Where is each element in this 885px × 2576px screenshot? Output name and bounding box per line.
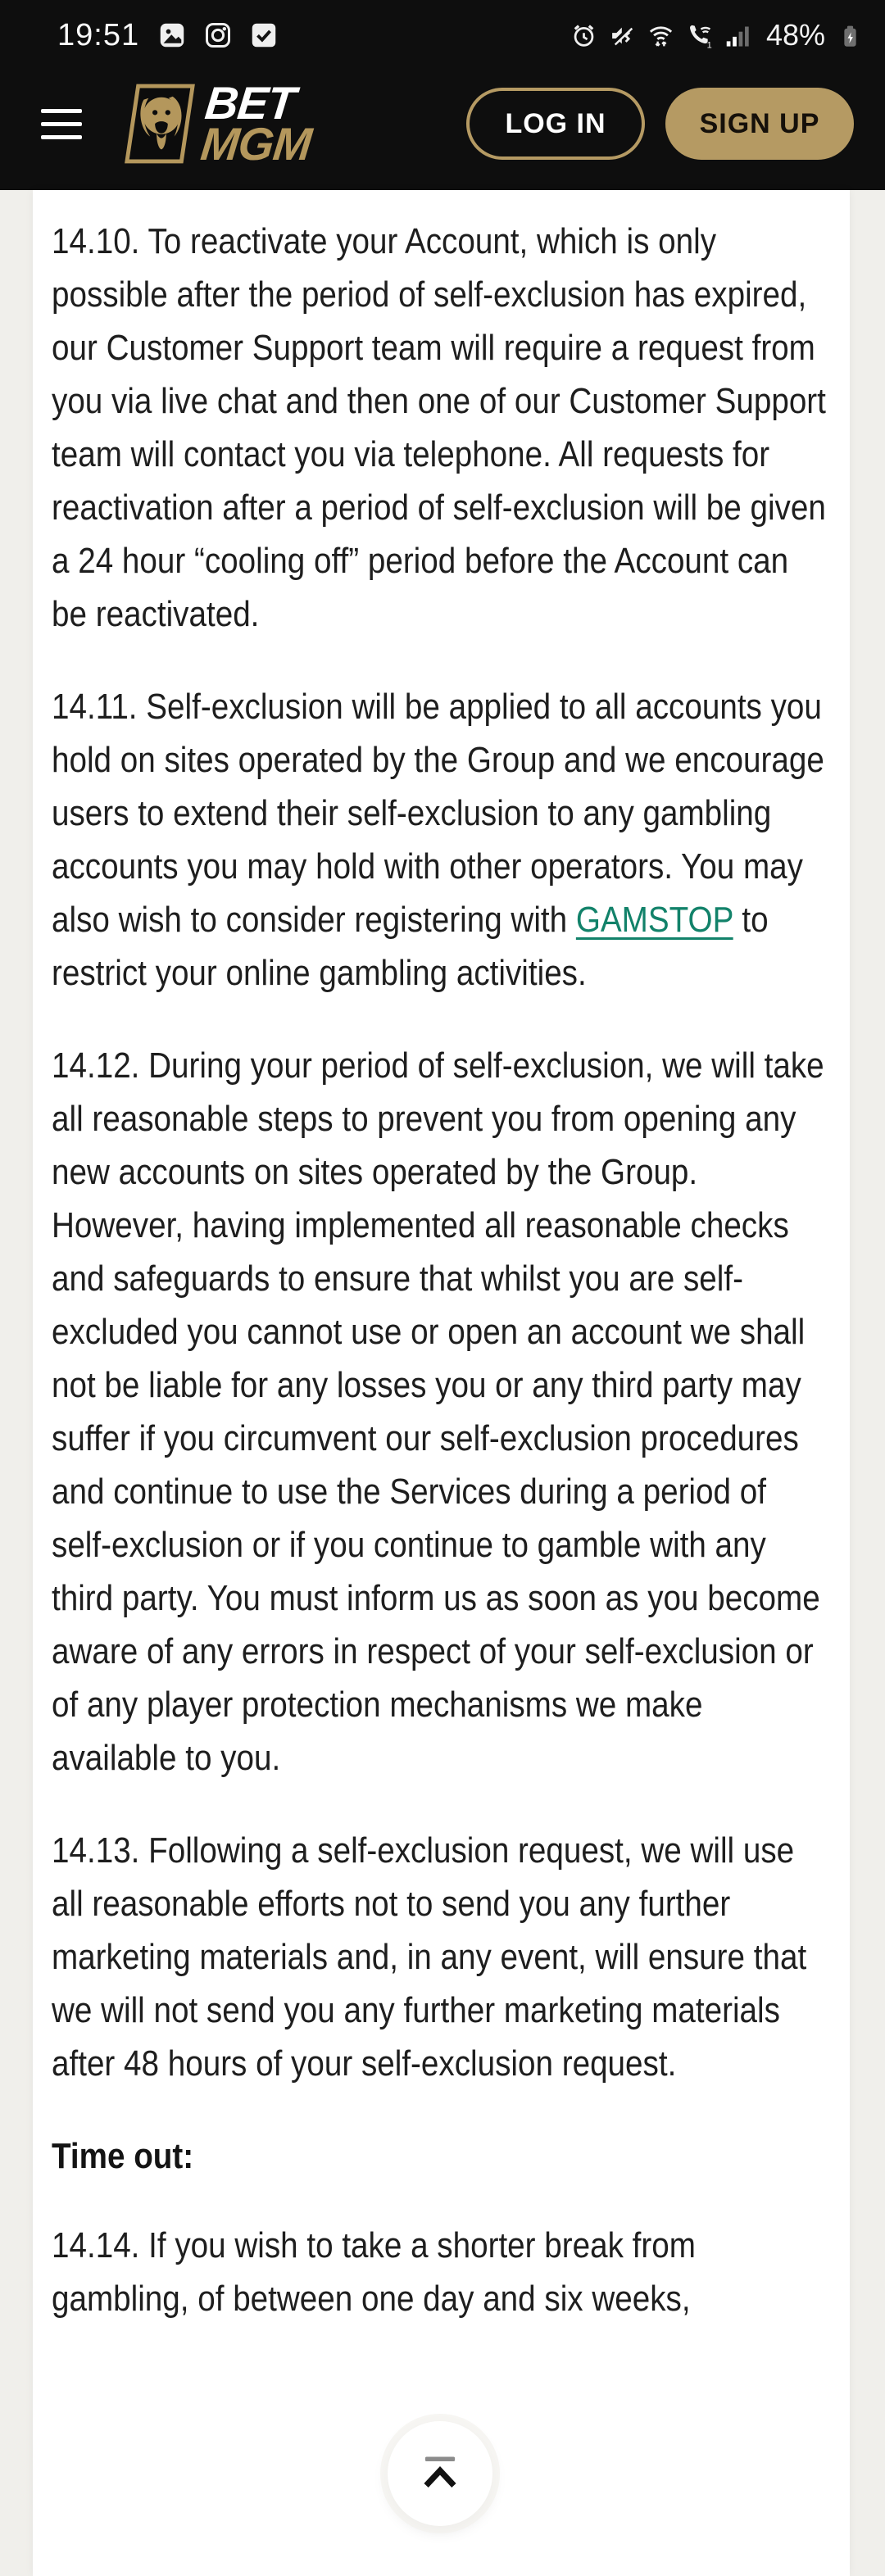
- checkbox-icon: [249, 20, 279, 50]
- sim-index-label: 1: [706, 40, 712, 49]
- wifi-arrows-icon: [647, 22, 674, 49]
- paragraph-14-10: 14.10. To reactivate your Account, which is only possible after the period of self-exclusion has expired, our Customer Support team will require a request from you via live chat and then one of our Customer Support team will contact you via telephone. All requests for reactivation after a period of self-exclusion will be given a 24 hour “cooling off” period before the Account can be reactivated.: [52, 221, 826, 634]
- paragraph-14-11: [52, 680, 828, 1000]
- photos-icon: [157, 20, 187, 50]
- status-bar: [0, 0, 885, 66]
- terms-content-card: [33, 190, 850, 2576]
- paragraph-14-13: 14.13. Following a self-exclusion request, we will use all reasonable efforts not to send you any further marketing materials and, in any event, will ensure that we will not send you any further marketing materials after 48 hours of your self-exclusion request.: [52, 1830, 807, 2084]
- logo-mgm-text: MGM: [198, 118, 314, 170]
- terms-copy: [52, 215, 828, 2325]
- app-header: [0, 66, 885, 190]
- top-black-block: [0, 0, 885, 190]
- paragraph-14-11-text-after: to restrict your online gambling activities.: [52, 900, 769, 993]
- paragraph-14-11-text: 14.11. Self-exclusion will be applied to all accounts you hold on sites operated by the Group and we encourage users to extend their self-exclusion to any gambling accounts you may hold with other operators. You may also wish to consider registering with: [52, 687, 824, 940]
- paragraph-14-14: 14.14. If you wish to take a shorter break from gambling, of between one day and six weeks,: [52, 2225, 696, 2319]
- signup-button[interactable]: SIGN UP: [665, 88, 854, 160]
- timeout-heading: Time out:: [52, 2136, 194, 2176]
- betmgm-wordmark: [198, 77, 317, 170]
- battery-charging-icon: [837, 22, 864, 49]
- paragraph-14-12: 14.12. During your period of self-exclusion, we will take all reasonable steps to prevent you from opening any new accounts on sites operated by the Group. However, having implemented all reasonable checks and safeguards to ensure that whilst you are self-excluded you cannot use or open an account we shall not be liable for any losses you or any third party may suffer if you circumvent our self-exclusion procedures and continue to use the Services during a period of self-exclusion or if you continue to gamble with any third party. You must inform us as soon as you become aware of any errors in respect of your self-exclusion or of any player protection mechanisms we make available to you.: [52, 1045, 824, 1778]
- chevron-up-icon: [416, 2450, 464, 2497]
- wifi-calling-icon: [686, 22, 713, 49]
- betmgm-lion-logo: [125, 84, 195, 164]
- alarm-icon: [570, 22, 597, 49]
- header-buttons: [466, 88, 854, 160]
- logo-bet-text: BET: [202, 77, 297, 129]
- vibrate-icon: [609, 22, 636, 49]
- instagram-icon: [203, 20, 233, 50]
- menu-icon[interactable]: [41, 109, 82, 139]
- betmgm-logo[interactable]: [125, 77, 314, 170]
- notification-icons: [157, 20, 279, 50]
- clock-time: 19:51: [57, 17, 140, 52]
- system-status-icons: [570, 18, 864, 52]
- gamstop-link[interactable]: GAMSTOP: [575, 900, 733, 940]
- signal-bars-icon: [724, 22, 751, 49]
- scroll-to-top-button[interactable]: [388, 2421, 492, 2526]
- battery-percent-label: 48%: [765, 18, 825, 52]
- login-button[interactable]: LOG IN: [466, 88, 645, 160]
